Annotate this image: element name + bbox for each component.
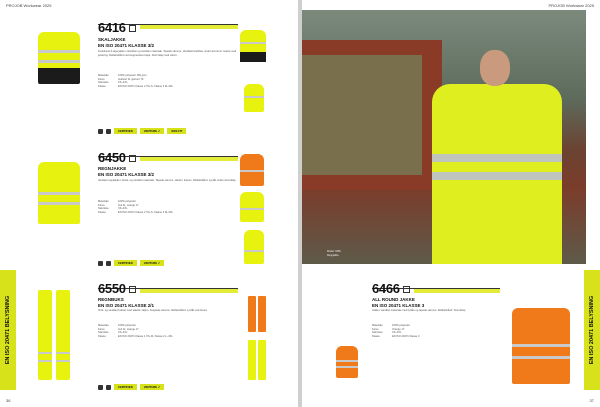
product-number: 6416 <box>98 20 136 35</box>
badge-row <box>98 384 164 390</box>
jacket-6466-small-image <box>336 346 358 378</box>
page-number-right: 37 <box>589 398 594 403</box>
product-name: REGNBUKS EN ISO 20471 KLASSE 2/1 <box>98 297 155 308</box>
product-number: 6466 <box>372 281 410 296</box>
product-description: Vandtæt regnjakke i stræk- og vandtæt materiale. Tapede sømme. Hætte i kraven. Refleksbånd. Lynlås under stormklap. <box>98 179 237 182</box>
side-tab-label: EN ISO 20471 BELYSNING <box>5 295 11 365</box>
accent-bar <box>414 289 500 293</box>
jacket-6450-detail-image <box>244 230 264 264</box>
certified-pill: CERTIFIED <box>114 128 137 134</box>
accent-bar <box>140 157 238 161</box>
jacket-6416-detail-image <box>244 84 264 112</box>
product-number: 6450 <box>98 150 136 165</box>
side-tab-right <box>584 270 600 390</box>
standard-icon <box>98 385 103 390</box>
side-tab-left <box>0 270 16 390</box>
model-figure <box>422 50 572 264</box>
left-page <box>0 0 298 407</box>
lifestyle-photo <box>302 10 586 264</box>
jacket-6416-back-image <box>240 30 266 62</box>
size-pill: SIZE FIT <box>167 128 186 134</box>
side-tab-label: EN ISO 20471 BELYSNING <box>589 295 595 365</box>
venture-pill: VENTURE ✓ <box>140 384 165 390</box>
standard-icon <box>106 261 111 266</box>
page-number-left: 36 <box>6 398 11 403</box>
jacket-6450-orange-image <box>240 154 264 186</box>
venture-pill: VENTURE ✓ <box>140 260 165 266</box>
accent-bar <box>140 25 238 29</box>
product-description: Funktionel 3-lags jakke i strækbar og vandtæt materiale. Tapede sømme. Ventilationsslidser under ærmerne. Hætte med justering. Refleksbånd med segmenteret tape. Stormklap med velcro. <box>98 50 237 57</box>
product-specs: Materiale 100% polyester Farve Orange 17 Størrelse XS–4XL Klasse EN ISO 20471 Klasse 3 <box>372 324 420 339</box>
jacket-6450-back-image <box>240 192 264 222</box>
header-left: PROJOB Workwear 2025 <box>6 3 52 8</box>
header-right: PROJOB Workwear 2025 <box>548 3 594 8</box>
standard-icon <box>106 129 111 134</box>
jacket-6416-front-image <box>38 32 80 84</box>
product-description: Jakke i vandtæt materiale med lynlås og tapede sømme. Refleksbånd. Stormklap. <box>372 309 466 312</box>
badge-row <box>98 260 164 266</box>
venture-pill: VENTURE ✓ <box>140 128 165 134</box>
badge-row <box>98 128 186 134</box>
standard-icon <box>106 385 111 390</box>
product-name: SKALJAKKE EN ISO 20471 KLASSE 3/2 <box>98 37 155 48</box>
jacket-6450-front-image <box>38 162 80 224</box>
product-number: 6550 <box>98 281 136 296</box>
product-description: Vind- og vandtæt bukser med elastik i taljen. Svejsede sømme. Refleksbånd. Lynlås ved benet. <box>98 309 208 312</box>
accent-bar <box>140 289 238 293</box>
certified-pill: CERTIFIED <box>114 260 137 266</box>
product-name: ALL ROUND JAKKE EN ISO 20471 KLASSE 3 <box>372 297 425 308</box>
certified-pill: CERTIFIED <box>114 384 137 390</box>
photo-caption: Model: 6450 Regnjakke <box>327 250 341 257</box>
product-specs: Materiale 100% polyester Farve Gul 11, orange 17 Størrelse XS–4XL Klasse EN ISO 20471 Klasse 1 XS–M, Klasse 2 L–4XL <box>98 324 173 339</box>
standard-icon <box>98 261 103 266</box>
product-name: REGNJAKKE EN ISO 20471 KLASSE 3/2 <box>98 166 155 177</box>
product-specs: Materiale 100% polyester Farve Gul 11, orange 17 Størrelse XS–4XL Klasse EN ISO 20471 Klasse 2 XS–S, Klasse 3 M–4XL <box>98 200 174 215</box>
product-specs: Materiale 100% polyester 160 g/m² Farve Gul/sort 11 gul/sort 79 Størrelse XS–4XL Klasse EN ISO 20471 Klasse 2 XS–S, Klasse 3 M–4XL <box>98 74 174 89</box>
standard-icon <box>98 129 103 134</box>
jacket-6466-large-image <box>512 308 570 384</box>
